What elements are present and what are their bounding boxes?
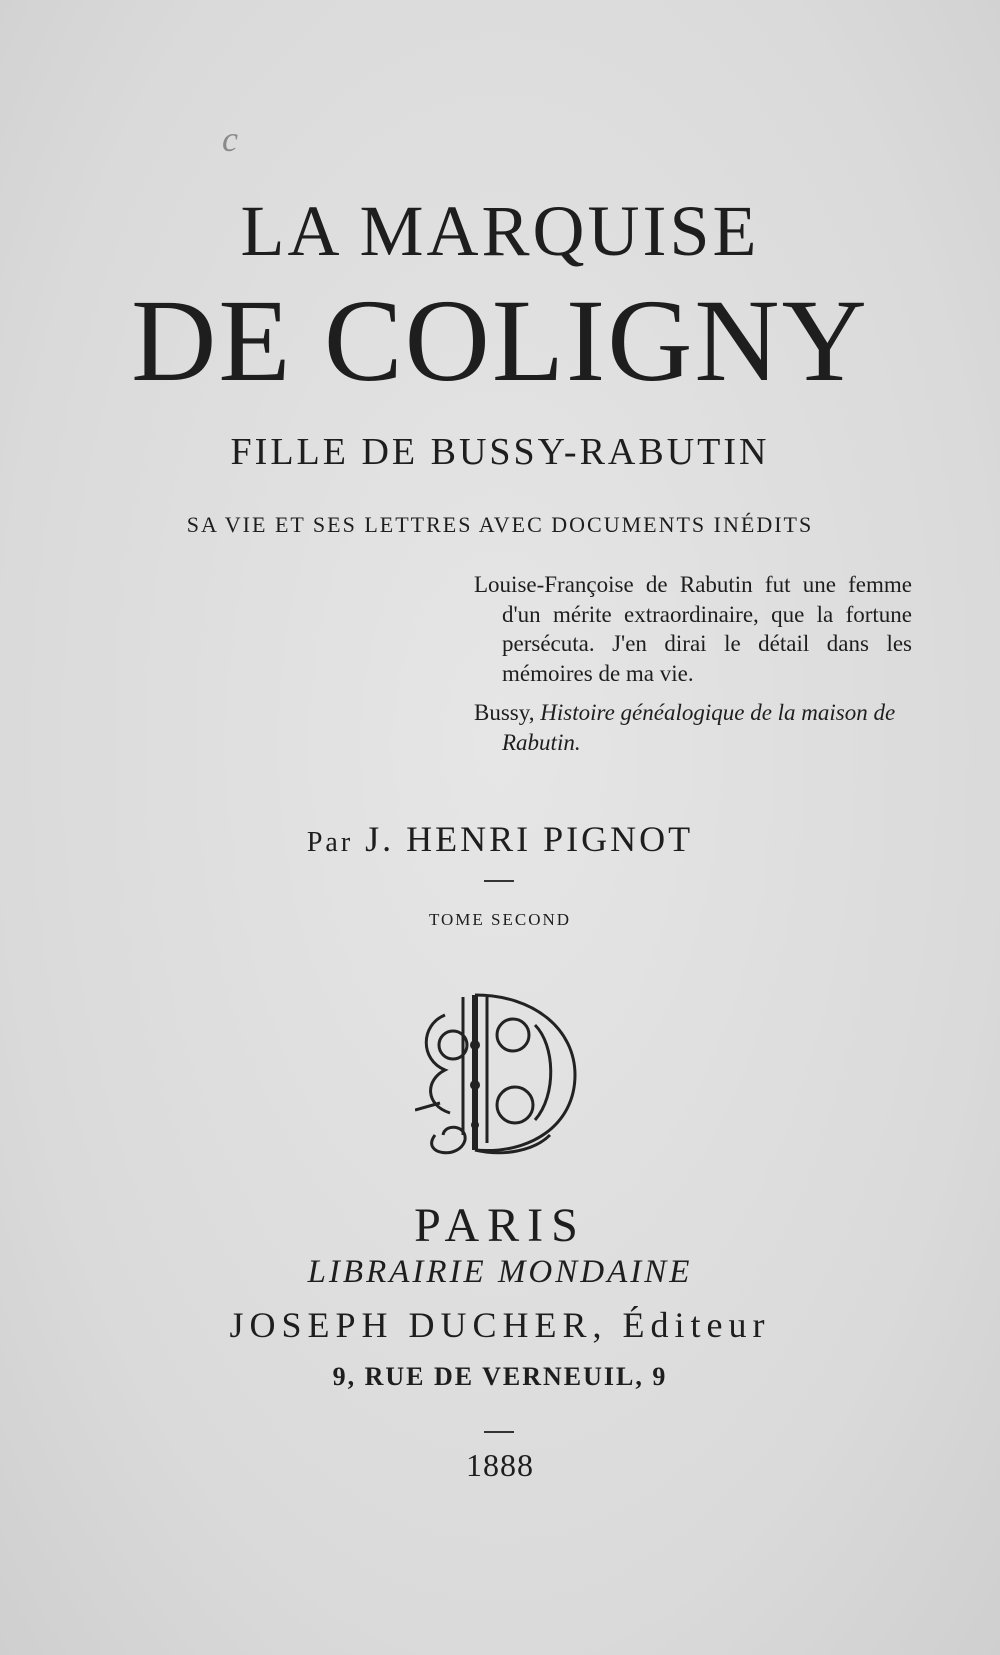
author-prefix: Par (306, 827, 354, 858)
title-line-2: DE COLIGNY (131, 275, 869, 406)
title-line-1: LA MARQUISE (240, 191, 760, 271)
imprint-library: LIBRAIRIE MONDAINE (307, 1254, 693, 1290)
imprint-city: PARIS (414, 1199, 586, 1252)
monogram-jd-icon (415, 985, 585, 1160)
epigraph-quote: Louise-Françoise de Rabutin fut une femme d'un mérite extraordinaire, que la fortune persécuta. J'en dirai le détail dans les mémoires de ma vie. (474, 572, 912, 686)
author-name: J. HENRI PIGNOT (365, 819, 694, 859)
epigraph-source (474, 698, 912, 757)
epigraph (474, 570, 912, 757)
imprint-year: 1888 (466, 1447, 534, 1483)
epigraph-source-author: Bussy, (474, 700, 535, 725)
subtitle-2: SA VIE ET SES LETTRES AVEC DOCUMENTS INÉDITS (186, 512, 814, 537)
volume-label: TOME SECOND (428, 910, 572, 929)
handwritten-mark: c (222, 119, 238, 159)
imprint-address: 9, RUE DE VERNEUIL, 9 (332, 1362, 668, 1391)
epigraph-source-title: Histoire généalogique de la maison de Rabutin. (502, 700, 896, 755)
divider-rule-2 (484, 1431, 514, 1433)
subtitle: FILLE DE BUSSY-RABUTIN (230, 431, 770, 473)
imprint-publisher: JOSEPH DUCHER, Éditeur (229, 1305, 771, 1345)
author-line (0, 818, 1000, 860)
divider-rule (484, 880, 514, 882)
